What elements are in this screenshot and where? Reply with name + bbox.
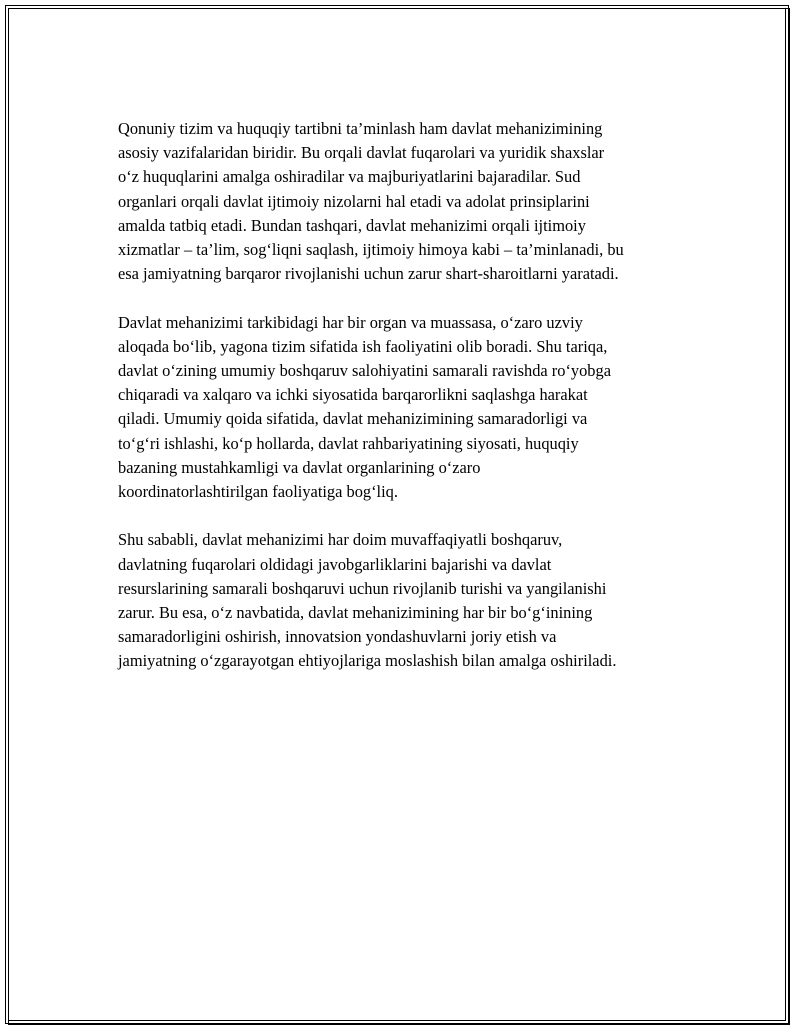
text-line: o‘z huquqlarini amalga oshiradilar va majburiyatlarini bajaradilar. Sud (118, 167, 581, 187)
text-line: Davlat mehanizimi tarkibidagi har bir organ va muassasa, o‘zaro uzviy (118, 312, 583, 332)
text-line: aloqada bo‘lib, yagona tizim sifatida ish faoliyatini olib boradi. Shu tariqa, (118, 336, 608, 356)
text-line: asosiy vazifalaridan biridir. Bu orqali davlat fuqarolari va yuridik shaxslar (118, 143, 605, 163)
text-line: organlari orqali davlat ijtimoiy nizolarni hal etadi va adolat prinsiplarini (118, 191, 590, 211)
paragraph-1 (118, 117, 690, 286)
text-line: resurslarining samarali boshqaruvi uchun rivojlanib turishi va yangilanishi (118, 578, 607, 598)
text-line: jamiyatning o‘zgarayotgan ehtiyojlariga moslashish bilan amalga oshiriladi. (118, 651, 617, 671)
text-line: koordinatorlashtirilgan faoliyatiga bog‘liq. (118, 482, 398, 502)
text-line: samaradorligini oshirish, innovatsion yondashuvlarni joriy etish va (118, 627, 557, 647)
text-line: qiladi. Umumiy qoida sifatida, davlat mehanizimining samaradorligi va (118, 409, 588, 429)
document-body (118, 117, 690, 698)
text-line: davlatning fuqarolari oldidagi javobgarliklarini bajarishi va davlat (118, 554, 552, 574)
text-line: davlat o‘zining umumiy boshqaruv salohiyatini samarali ravishda ro‘yobga (118, 361, 611, 381)
text-line: zarur. Bu esa, o‘z navbatida, davlat mehanizimining har bir bo‘g‘inining (118, 603, 593, 623)
text-line: amalda tatbiq etadi. Bundan tashqari, davlat mehanizimi orqali ijtimoiy (118, 215, 586, 235)
text-line: esa jamiyatning barqaror rivojlanishi uchun zarur shart-sharoitlarni yaratadi. (118, 264, 619, 284)
text-line: Shu sababli, davlat mehanizimi har doim muvaffaqiyatli boshqaruv, (118, 530, 563, 550)
text-line: to‘g‘ri ishlashi, ko‘p hollarda, davlat rahbariyatining siyosati, huquqiy (118, 433, 579, 453)
text-line: chiqaradi va xalqaro va ichki siyosatida barqarorlikni saqlashga harakat (118, 385, 588, 405)
paragraph-2 (118, 311, 690, 505)
text-line: Qonuniy tizim va huquqiy tartibni ta’minlash ham davlat mehanizimining (118, 119, 603, 138)
paragraph-3 (118, 528, 690, 673)
text-line: bazaning mustahkamligi va davlat organlarining o‘zaro (118, 457, 481, 477)
text-line: xizmatlar – ta’lim, sog‘liqni saqlash, ijtimoiy himoya kabi – ta’minlanadi, bu (118, 240, 624, 260)
